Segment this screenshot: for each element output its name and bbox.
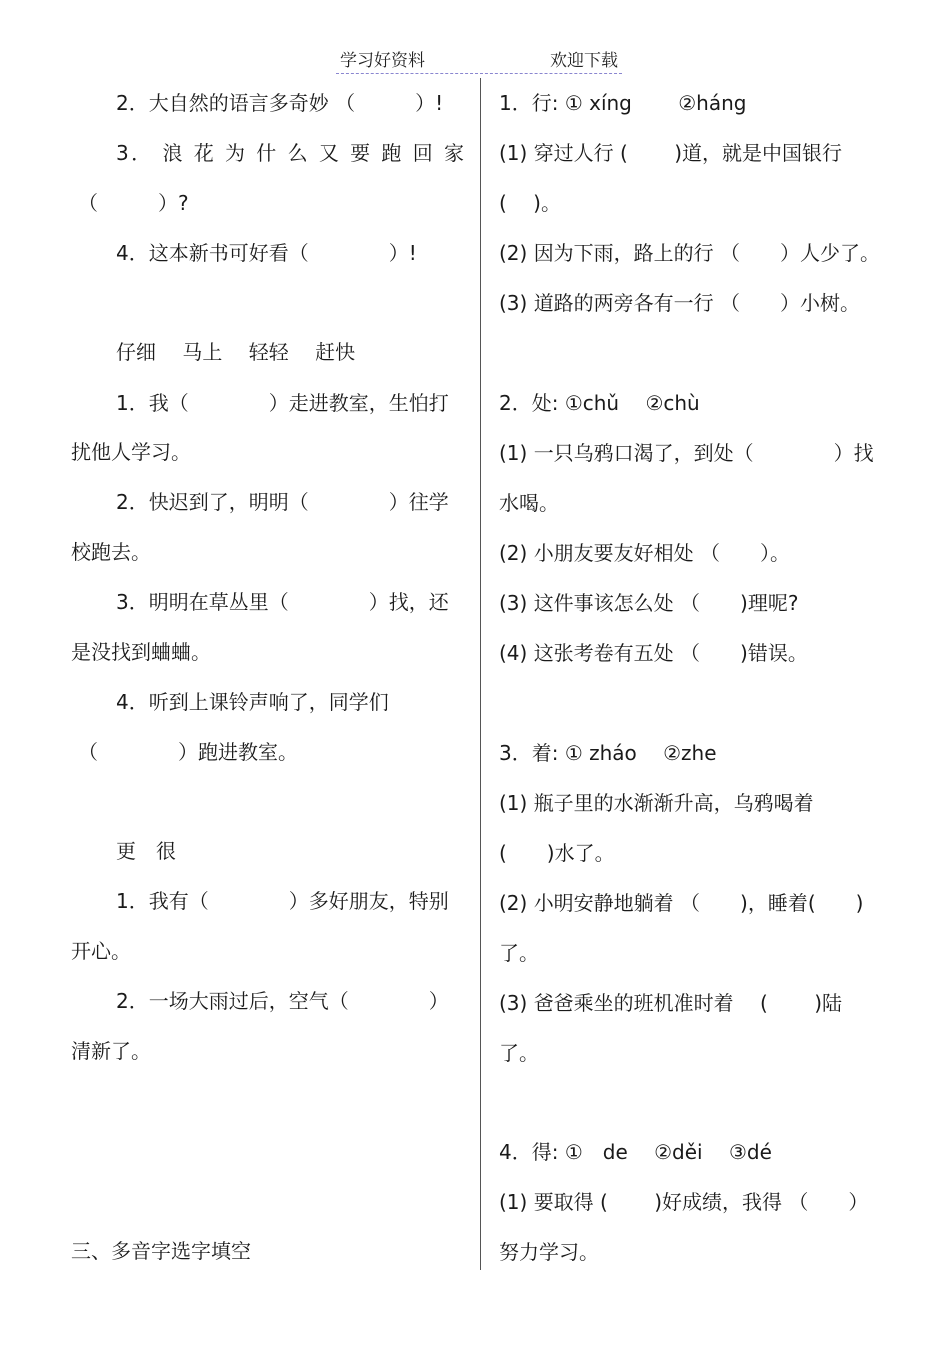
right-line: ( )水了。: [499, 841, 615, 865]
header-left-text: 学习好资料: [340, 51, 425, 71]
word-choices-1: 仔细 马上 轻轻 赶快: [116, 340, 356, 364]
right-line: 了。: [499, 941, 539, 965]
left-line: 3． 浪 花 为 什 么 又 要 跑 回 家: [116, 141, 464, 165]
right-line: (2) 小明安静地躺着 （ )，睡着( ): [499, 891, 864, 915]
left-line: 2．快迟到了，明明（ ）往学: [116, 490, 449, 514]
right-line: (2) 因为下雨，路上的行 （ ）人少了。: [499, 241, 881, 265]
left-line: 4．听到上课铃声响了，同学们: [116, 690, 389, 714]
right-line: (4) 这张考卷有五处 （ )错误。: [499, 641, 808, 665]
left-line: 扰他人学习。: [71, 440, 191, 464]
right-line: 3．着: ① zháo ②zhe: [499, 741, 717, 765]
right-line: 水喝。: [499, 491, 559, 515]
left-line: 3．明明在草丛里（ ）找，还: [116, 590, 449, 614]
column-divider: [480, 78, 481, 1270]
right-line: (1) 一只乌鸦口渴了，到处（ ）找: [499, 441, 874, 465]
left-line: 校跑去。: [71, 540, 151, 564]
right-line: 努力学习。: [499, 1240, 599, 1264]
right-line: 了。: [499, 1041, 539, 1065]
left-line: 2．大自然的语言多奇妙 （ ）!: [116, 91, 444, 115]
right-line: 2．处: ①chǔ ②chù: [499, 391, 700, 415]
left-line: 2．一场大雨过后，空气（ ）: [116, 989, 449, 1013]
right-line: (3) 道路的两旁各有一行 （ ）小树。: [499, 291, 861, 315]
word-choices-2: 更 很: [116, 839, 176, 863]
section-title: 三、多音字选字填空: [71, 1239, 251, 1263]
right-line: (3) 这件事该怎么处 （ )理呢?: [499, 591, 799, 615]
left-line: （ ）跑进教室。: [78, 740, 298, 764]
left-line: 4．这本新书可好看（ ）!: [116, 241, 417, 265]
header-right-text: 欢迎下载: [550, 51, 618, 71]
left-line: 1．我（ ）走进教室，生怕打: [116, 391, 449, 415]
right-line: (1) 要取得 ( )好成绩，我得 （ ）: [499, 1190, 869, 1214]
right-line: 4．得: ① de ②děi ③dé: [499, 1140, 772, 1164]
right-line: (1) 瓶子里的水渐渐升高，乌鸦喝着: [499, 791, 814, 815]
right-line: (3) 爸爸乘坐的班机准时着 ( )陆: [499, 991, 843, 1015]
left-line: 1．我有（ ）多好朋友，特别: [116, 889, 449, 913]
right-line: (2) 小朋友要友好相处 （ ）。: [499, 541, 791, 565]
left-line: 清新了。: [71, 1039, 151, 1063]
left-line: （ ）?: [78, 191, 189, 215]
right-line: 1．行: ① xíng ②háng: [499, 91, 747, 115]
right-line: (1) 穿过人行 ( )道，就是中国银行: [499, 141, 843, 165]
right-line: ( )。: [499, 191, 561, 215]
right-column: [482, 0, 950, 1345]
left-line: 开心。: [71, 939, 131, 963]
left-line: 是没找到蛐蛐。: [71, 640, 211, 664]
